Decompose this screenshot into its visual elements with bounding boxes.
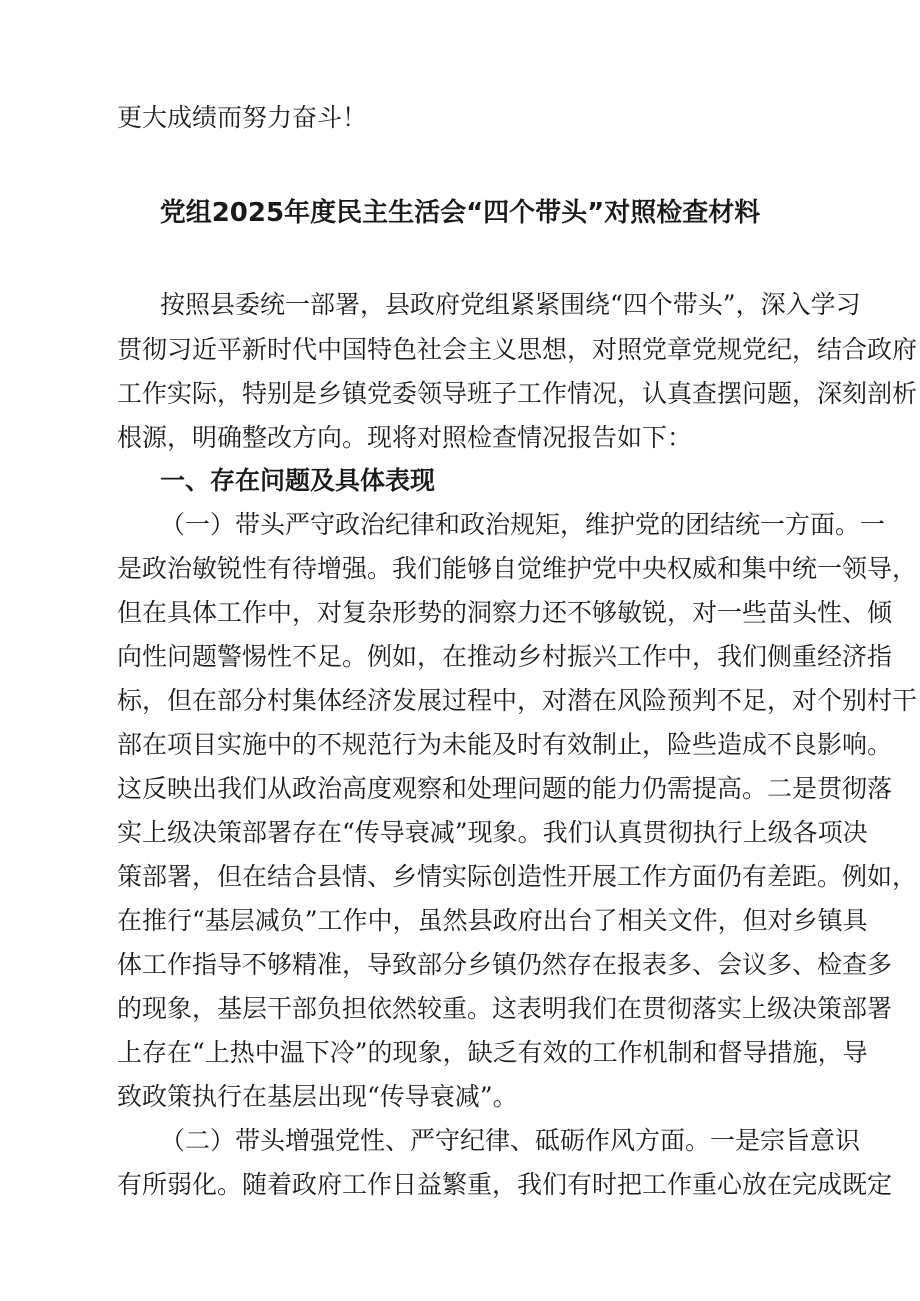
paragraph-line: （二）带头增强党性、严守纪律、砥砺作风方面。一是宗旨意识 (160, 1126, 861, 1155)
paragraph-line: 这反映出我们从政治高度观察和处理问题的能力仍需提高。二是贯彻落 (117, 774, 893, 803)
paragraph-line: 致政策执行在基层出现“传导衰减”。 (117, 1082, 518, 1111)
paragraph-line: 根源，明确整改方向。现将对照检查情况报告如下： (117, 423, 693, 452)
paragraph-line: 贯彻习近平新时代中国特色社会主义思想，对照党章党规党纪，结合政府 (117, 335, 918, 364)
paragraph-line: 是政治敏锐性有待增强。我们能够自觉维护党中央权威和集中统一领导， (117, 554, 918, 583)
paragraph-line: 向性问题警惕性不足。例如，在推动乡村振兴工作中，我们侧重经济指 (117, 642, 893, 671)
paragraph-line: 按照县委统一部署，县政府党组紧紧围绕“四个带头”，深入学习 (160, 290, 861, 319)
paragraph-line: 上存在“上热中温下冷”的现象，缺乏有效的工作机制和督导措施，导 (117, 1038, 868, 1067)
paragraph-line: 工作实际，特别是乡镇党委领导班子工作情况，认真查摆问题，深刻剖析 (117, 379, 918, 408)
paragraph-line: 部在项目实施中的不规范行为未能及时有效制止，险些造成不良影响。 (117, 730, 893, 759)
document-title: 党组2025年度民主生活会“四个带头”对照检查材料 (159, 198, 761, 228)
paragraph-line: 标，但在部分村集体经济发展过程中，对潜在风险预判不足，对个别村干 (117, 686, 918, 715)
paragraph-line: 策部署，但在结合县情、乡情实际创造性开展工作方面仍有差距。例如， (117, 862, 918, 891)
carryover-line: 更大成绩而努力奋斗！ (117, 103, 368, 132)
section-heading: 一、存在问题及具体表现 (160, 466, 436, 495)
paragraph-line: 但在具体工作中，对复杂形势的洞察力还不够敏锐，对一些苗头性、倾 (117, 598, 893, 627)
paragraph-line: 实上级决策部署存在“传导衰减”现象。我们认真贯彻执行上级各项决 (117, 818, 868, 847)
paragraph-line: 的现象，基层干部负担依然较重。这表明我们在贯彻落实上级决策部署 (117, 994, 893, 1023)
paragraph-line: （一）带头严守政治纪律和政治规矩，维护党的团结统一方面。一 (160, 510, 886, 539)
paragraph-line: 体工作指导不够精准，导致部分乡镇仍然存在报表多、会议多、检查多 (117, 950, 893, 979)
paragraph-line: 有所弱化。随着政府工作日益繁重，我们有时把工作重心放在完成既定 (117, 1170, 893, 1199)
paragraph-line: 在推行“基层减负”工作中，虽然县政府出台了相关文件，但对乡镇具 (117, 906, 868, 935)
